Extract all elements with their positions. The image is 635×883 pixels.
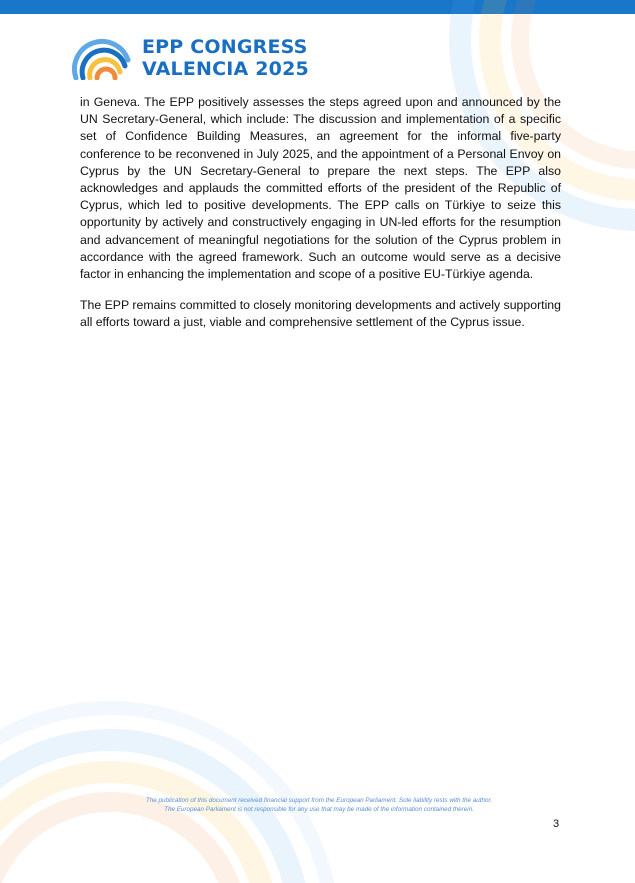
body-paragraph: The EPP remains committed to closely monitoring developments and actively supporting all efforts toward a just, viable and comprehensive settlement of the Cyprus issue. <box>80 298 561 330</box>
body-paragraph: in Geneva. The EPP positively assesses the steps agreed upon and announced by the UN Secretary-General, which include: The discussion and implementation of a specific set of Confidence Building Measures, an agreement for the informal five-party conference to be reconvened in July 2025, and the appointment of a Personal Envoy on Cyprus by the UN Secretary-General to prepare the next steps. The EPP also acknowledges and applauds the committed efforts of the president of the Republic of Cyprus, which led to positive developments. The EPP calls on Türkiye to seize this opportunity by actively and constructively engaging in UN-led efforts for the resumption and advancement of meaningful negotiations for the solution of the Cyprus problem in accordance with the agreed framework. Such an outcome would serve as a decisive factor in enhancing the implementation and scope of a positive EU-Türkiye agenda. <box>80 95 561 282</box>
funding-disclaimer <box>80 796 558 814</box>
rainbow-arcs-icon <box>70 36 136 80</box>
logo-line-congress: EPP CONGRESS <box>142 36 308 58</box>
logo-line-valencia: VALENCIA 2025 <box>142 58 309 80</box>
top-brand-bar <box>0 0 635 14</box>
epp-congress-logo <box>70 34 310 84</box>
document-body <box>80 94 561 346</box>
disclaimer-line: The European Parliament is not responsible for any use that may be made of the information contained therein. <box>164 806 474 813</box>
disclaimer-line: The publication of this document received financial support from the European Parliament. Sole liability rests with the author. <box>145 797 493 804</box>
logo-wordmark <box>142 36 309 80</box>
page-number: 3 <box>553 818 560 830</box>
